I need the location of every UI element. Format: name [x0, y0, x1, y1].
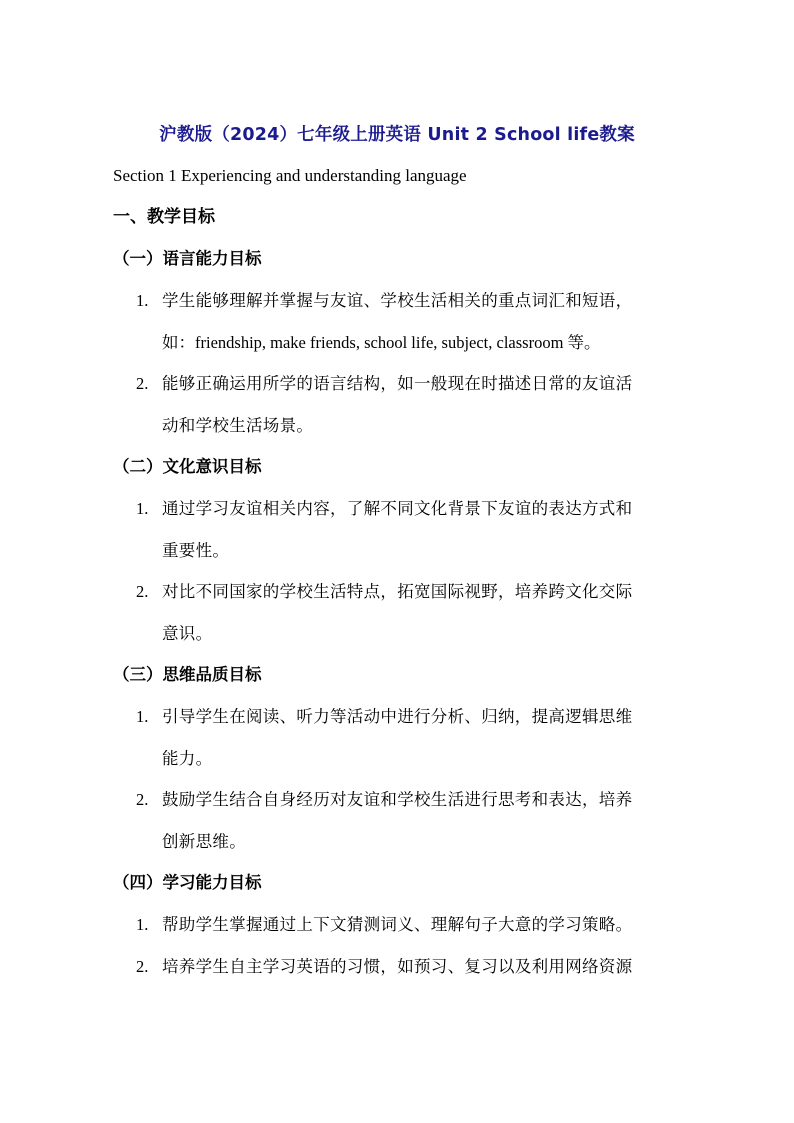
group-heading-3: （三）思维品质目标	[113, 665, 262, 684]
list-item-number: 1.	[136, 499, 149, 518]
main-heading: 一、教学目标	[113, 207, 215, 227]
group-heading-4: （四）学习能力目标	[113, 873, 262, 892]
list-item-number: 2.	[136, 790, 149, 809]
list-item-text: 帮助学生掌握通过上下文猜测词义、理解句子大意的学习策略。	[162, 915, 633, 934]
list-item-text: 对比不同国家的学校生活特点，拓宽国际视野，培养跨文化交际	[162, 582, 633, 601]
list-item-text: 培养学生自主学习英语的习惯，如预习、复习以及利用网络资源	[162, 957, 633, 976]
group-heading-1: （一）语言能力目标	[113, 249, 262, 268]
list-item-number: 2.	[136, 374, 149, 393]
list-item-text: 引导学生在阅读、听力等活动中进行分析、归纳，提高逻辑思维	[162, 707, 633, 726]
list-item-continuation: 意识。	[162, 624, 213, 643]
list-item-number: 1.	[136, 707, 149, 726]
list-item-continuation: 如：friendship, make friends, school life, subject, classroom 等。	[162, 333, 601, 352]
list-item-number: 1.	[136, 915, 149, 934]
document-title: 沪教版（2024）七年级上册英语 Unit 2 School life教案	[159, 125, 635, 145]
list-item-number: 1.	[136, 291, 149, 310]
list-item-text: 能够正确运用所学的语言结构，如一般现在时描述日常的友谊活	[162, 374, 633, 393]
list-item-continuation: 创新思维。	[162, 832, 246, 851]
group-heading-2: （二）文化意识目标	[113, 457, 262, 476]
list-item-number: 2.	[136, 957, 149, 976]
list-item-text: 通过学习友谊相关内容，了解不同文化背景下友谊的表达方式和	[162, 499, 633, 518]
list-item-continuation: 动和学校生活场景。	[162, 416, 314, 435]
section-line: Section 1 Experiencing and understanding language	[113, 166, 467, 185]
list-item-text: 学生能够理解并掌握与友谊、学校生活相关的重点词汇和短语，	[162, 291, 633, 310]
list-item-continuation: 重要性。	[162, 541, 230, 560]
list-item-continuation: 能力。	[162, 749, 213, 768]
list-item-text: 鼓励学生结合自身经历对友谊和学校生活进行思考和表达，培养	[162, 790, 633, 809]
list-item-number: 2.	[136, 582, 149, 601]
